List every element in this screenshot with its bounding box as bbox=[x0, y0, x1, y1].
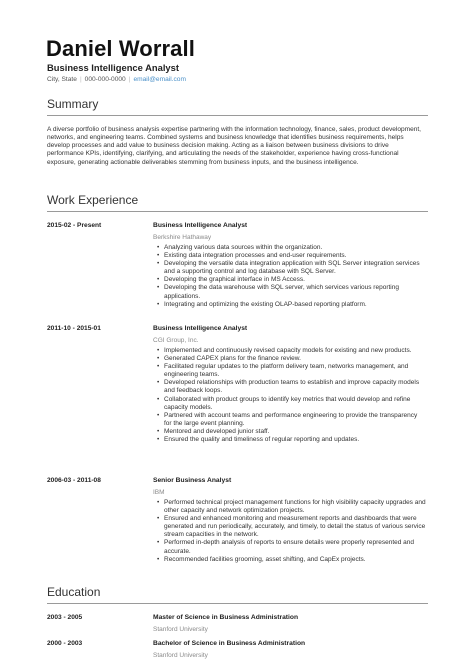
job-bullet: • Performed in-depth analysis of reports to ensure details were properly represented and accurate. bbox=[164, 539, 426, 555]
job-bullet: • Performed technical project management functions for high visibility capacity upgrades and other capacity and network optimization projects. bbox=[164, 499, 426, 515]
job-company: Berkshire Hathaway bbox=[153, 234, 212, 241]
candidate-job-title: Business Intelligence Analyst bbox=[47, 62, 179, 73]
job-bullet: • Developed relationships with production teams to establish and improve capacity models and feedback loops. bbox=[164, 379, 426, 395]
job-bullet: • Ensured the quality and timeliness of regular reporting and updates. bbox=[164, 436, 426, 444]
summary-heading: Summary bbox=[47, 97, 99, 111]
job-bullet: • Analyzing various data sources within the organization. bbox=[164, 244, 426, 252]
job-dates: 2015-02 - Present bbox=[47, 222, 102, 229]
work-experience-heading: Work Experience bbox=[47, 193, 139, 207]
job-bullet: • Partnered with account teams and performance engineering to provide the transparency for the large event planning. bbox=[164, 412, 426, 428]
job-bullet: • Implemented and continuously revised capacity models for existing and new products. bbox=[164, 347, 426, 355]
job-title: Business Intelligence Analyst bbox=[153, 222, 248, 229]
education-divider bbox=[47, 603, 428, 604]
job-bullet-list bbox=[164, 499, 426, 564]
summary-divider bbox=[47, 115, 428, 116]
contact-separator: | bbox=[79, 76, 82, 83]
job-title: Business Intelligence Analyst bbox=[153, 325, 248, 332]
education-dates: 2003 - 2005 bbox=[47, 614, 83, 621]
contact-line bbox=[47, 76, 186, 83]
job-company: IBM bbox=[153, 489, 165, 496]
phone-text: 000-000-0000 bbox=[84, 76, 126, 83]
education-school: Stanford University bbox=[153, 626, 208, 633]
candidate-name: Daniel Worrall bbox=[46, 36, 195, 61]
job-title: Senior Business Analyst bbox=[153, 477, 232, 484]
work-experience-divider bbox=[47, 211, 428, 212]
location-text: City, State bbox=[47, 76, 77, 83]
education-dates: 2000 - 2003 bbox=[47, 640, 83, 647]
job-bullet: • Mentored and developed junior staff. bbox=[164, 428, 426, 436]
job-bullet-list bbox=[164, 347, 426, 444]
job-bullet: • Collaborated with product groups to identify key metrics that would develop and refine capacity models. bbox=[164, 396, 426, 412]
job-bullet: • Integrating and optimizing the existing OLAP-based reporting platform. bbox=[164, 301, 426, 309]
job-bullet: • Facilitated regular updates to the platform delivery team, networks management, and engineering teams. bbox=[164, 363, 426, 379]
job-bullet: • Generated CAPEX plans for the finance review. bbox=[164, 355, 426, 363]
summary-text: A diverse portfolio of business analysis expertise partnering with the information technology, finance, sales, product development, networks, and engineering teams. Combined systems and business knowledge that identifies business requirements, helps develop processes and add value to business decision making. Acting as a liaison between business divisions to drive performance KPIs, identifying, clarifying, and articulating the needs of the stakeholder, experience having cross-functional exposure, generating actionable deliverables stemming from business inputs, and the business intelligence. bbox=[47, 126, 421, 166]
education-school: Stanford University bbox=[153, 652, 208, 659]
job-bullet: • Existing data integration processes and end-user requirements. bbox=[164, 252, 426, 260]
education-heading: Education bbox=[47, 585, 101, 599]
job-bullet: • Developing the versatile data integration application with SQL Server integration services and a supporting control and log database with SQL Server. bbox=[164, 260, 426, 276]
job-dates: 2011-10 - 2015-01 bbox=[47, 325, 101, 332]
job-company: CGI Group, Inc. bbox=[153, 337, 199, 344]
email-link[interactable]: email@email.com bbox=[133, 76, 186, 83]
education-degree: Master of Science in Business Administration bbox=[153, 614, 299, 621]
job-dates: 2006-03 - 2011-08 bbox=[47, 477, 101, 484]
job-bullet: • Recommended facilities grooming, asset shifting, and CapEx projects. bbox=[164, 556, 426, 564]
job-bullet: • Ensured and enhanced monitoring and measurement reports and dashboards that were generated and run periodically, accurately, and timely, to detail the status of various service stream capacities in the network. bbox=[164, 515, 426, 539]
education-degree: Bachelor of Science in Business Administration bbox=[153, 640, 306, 647]
job-bullet-list bbox=[164, 244, 426, 309]
contact-separator: | bbox=[128, 76, 131, 83]
job-bullet: • Developing the graphical interface in MS Access. bbox=[164, 276, 426, 284]
job-bullet: • Developing the data warehouse with SQL server, which services various reporting applications. bbox=[164, 284, 426, 300]
